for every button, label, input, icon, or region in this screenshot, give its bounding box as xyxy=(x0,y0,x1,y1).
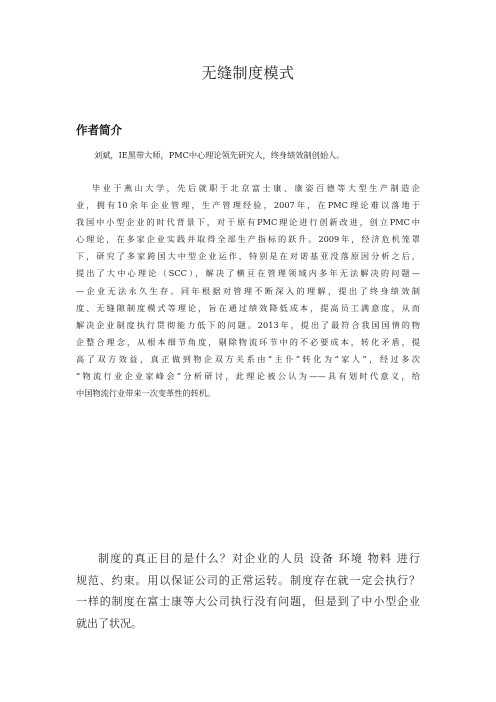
document-title: 无缝制度模式 xyxy=(201,64,295,82)
bio-line: 毕业于燕山大学，先后就职于北京富士康、康姿百德等大型生产制造企 xyxy=(92,183,420,193)
body-line: 一样的制度在富士康等大公司执行没有问题，但是到了中小型企业 xyxy=(76,595,420,608)
bio-line: 度、无缝隙制度模式等理论，旨在通过绩效降低成本，提高员工满意度，从而 xyxy=(76,302,420,313)
bio-line: 业，拥有10余年企业管理，生产管理经验，2007年，在PMC理论难以落地于 xyxy=(76,200,420,211)
bio-line: 下，研究了多家跨国大中型企业运作，特别是在对诺基亚没落原因分析之后， xyxy=(76,251,420,262)
bio-line: —企业无法永久生存。同年根据对管理不断深入的理解，提出了终身绩效制 xyxy=(76,285,420,296)
bio-line: 高了双方效益，真正做到物企双方关系由“主仆”转化为“家人”，经过多次 xyxy=(76,353,420,364)
bio-line: 心理论，在多家企业实践并取得全部生产指标的跃升。2009年，经济危机笼罩 xyxy=(76,234,420,245)
bio-line: 我国中小型企业的时代背景下，对于原有PMC理论进行创新改进，创立PMC中 xyxy=(76,217,420,228)
bio-line: 提出了大中心理论（SCC），解决了横亘在管理领域内多年无法解决的问题— xyxy=(76,268,420,279)
bio-line: “物流行业企业家峰会”分析研讨，此理论被公认为——具有划时代意义，给 xyxy=(76,371,420,382)
bio-line: 企整合理念，从根本细节角度，剔除物流环节中的不必要成本，转化矛盾，提 xyxy=(76,336,420,347)
bio-line: 解决企业制度执行贯彻能力低下的问题。2013年，提出了最符合我国国情的物 xyxy=(76,319,420,330)
body-paragraph xyxy=(76,548,420,634)
bio-line: 中国物流行业带来一次变革性的转机。 xyxy=(76,388,216,399)
author-bio-paragraph xyxy=(76,180,420,402)
body-line: 制度的真正目的是什么？对企业的人员 设备 环境 物料 进行 xyxy=(98,552,420,565)
author-intro-line: 刘斌，IE黑带大师，PMC中心理论领先研究人，终身绩效制创始人。 xyxy=(94,150,345,160)
section-heading: 作者简介 xyxy=(76,123,122,137)
body-line: 规范、约束。用以保证公司的正常运转。制度存在就一定会执行？ xyxy=(76,573,420,587)
body-line: 就出了状况。 xyxy=(76,616,142,630)
